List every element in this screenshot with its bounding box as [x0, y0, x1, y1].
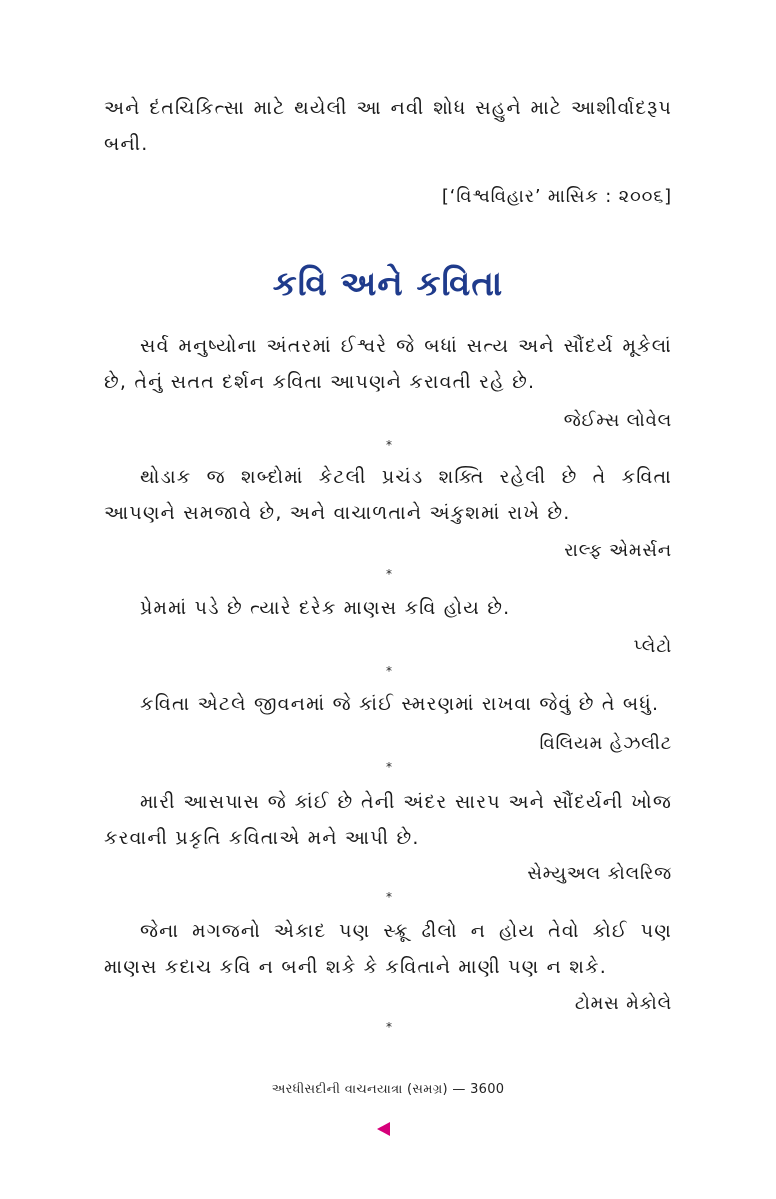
- quote-author: પ્લેટો: [633, 636, 672, 657]
- separator-star: *: [386, 664, 392, 678]
- quote-author: સેમ્યુઅલ કોલરિજ: [527, 863, 672, 884]
- quote-author: વિલિયમ હેઝલીટ: [539, 733, 672, 754]
- intro-paragraph: અને દંતચિકિત્સા માટે થયેલી આ નવી શોધ સહુને માટે આશીર્વાદરૂપ બની.: [104, 97, 672, 155]
- separator-star: *: [386, 1020, 392, 1034]
- quote-author: ટોમસ મેકોલે: [574, 993, 672, 1014]
- quote-author: જેઈમ્સ લોવેલ: [563, 410, 672, 431]
- quote-text: પ્રેમમાં પડે છે ત્યારે દરેક માણસ કવિ હોય છે.: [140, 597, 511, 619]
- quote-text: થોડાક જ શબ્દોમાં કેટલી પ્રચંડ શક્તિ રહેલી છે તે કવિતા આપણને સમજાવે છે, અને વાચાળતાને અંકુશમાં રાખે છે.: [104, 466, 672, 524]
- quote-text: મારી આસપાસ જે કાંઈ છે તેની અંદર સારપ અને સૌંદર્યની ખોજ કરવાની પ્રકૃતિ કવિતાએ મને આપી છે.: [104, 791, 672, 849]
- quote-author: રાલ્ફ એમર્સન: [564, 540, 672, 561]
- quote-text: જેના મગજનો એકાદ પણ સ્ક્રૂ ઢીલો ન હોય તેવો કોઈ પણ માણસ કદાચ કવિ ન બની શકે કે કવિતાને માણી પણ ન શકે.: [104, 920, 672, 978]
- page-footer: અરધીસદીની વાચનયાત્રા (સમગ્ર) — 3600: [271, 1082, 505, 1097]
- separator-star: *: [386, 438, 392, 452]
- separator-star: *: [386, 890, 392, 904]
- quote-text: કવિતા એટલે જીવનમાં જે કાંઈ સ્મરણમાં રાખવા જેવું છે તે બધું.: [140, 693, 660, 715]
- previous-page-arrow-icon[interactable]: [377, 1122, 390, 1136]
- intro-source: [‘વિશ્વવિહાર’ માસિક : ૨૦૦૬]: [441, 186, 672, 207]
- separator-star: *: [386, 567, 392, 581]
- separator-star: *: [386, 760, 392, 774]
- section-title: કવિ અને કવિતા: [272, 264, 504, 304]
- quote-text: સર્વ મનુષ્યોના અંતરમાં ઈશ્વરે જે બધાં સત્ય અને સૌંદર્ય મૂકેલાં છે, તેનું સતત દર્શન કવિતા આપણને કરાવતી રહે છે.: [104, 335, 672, 393]
